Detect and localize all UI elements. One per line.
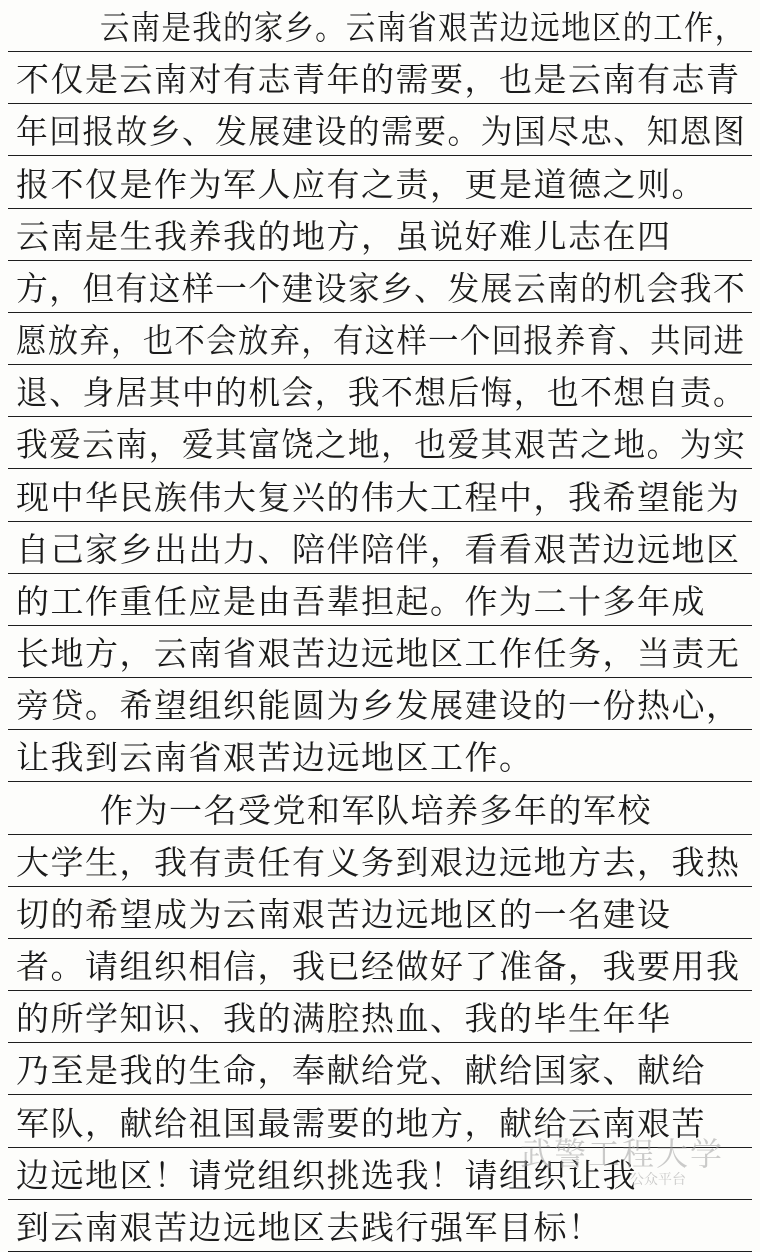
- line-text: 退、身居其中的机会，我不想后悔，也不想自责。: [16, 373, 747, 413]
- letter-line: [8, 783, 752, 835]
- line-text: 的所学知识、我的满腔热血、我的毕生年华: [16, 999, 672, 1039]
- line-text: 旁贷。希望组织能圆为乡发展建设的一份热心，: [16, 686, 741, 726]
- line-text: 者。请组织相信，我已经做好了准备，我要用我: [16, 947, 741, 987]
- line-text: 云南是生我养我的地方，虽说好难儿志在四: [16, 216, 672, 256]
- letter-line: [8, 1200, 752, 1252]
- line-text: 切的希望成为云南艰苦边远地区的一名建设: [16, 894, 672, 934]
- line-text: 愿放弃，也不会放弃，有这样一个回报养育、共同进: [16, 321, 746, 361]
- letter-line: [8, 313, 752, 365]
- line-text: 现中华民族伟大复兴的伟大工程中，我希望能为: [16, 477, 741, 517]
- letter-line: [8, 939, 752, 991]
- letter-line: [8, 0, 752, 52]
- letter-line: [8, 261, 752, 313]
- letter-line: [8, 52, 752, 104]
- letter-line: [8, 678, 752, 730]
- letter-line: [8, 209, 752, 261]
- letter-line: [8, 365, 752, 417]
- line-text: 长地方，云南省艰苦边远地区工作任务，当责无: [16, 634, 741, 674]
- letter-line: [8, 1096, 752, 1148]
- watermark-subtitle: 公众平台: [630, 1171, 686, 1188]
- line-text: 大学生，我有责任有义务到艰边远地方去，我热: [16, 842, 741, 882]
- letter-line: [8, 1043, 752, 1095]
- line-text: 方，但有这样一个建设家乡、发展云南的机会我不: [16, 268, 747, 308]
- letter-line: [8, 574, 752, 626]
- letter-line: [8, 470, 752, 522]
- letter-line: [8, 417, 752, 469]
- line-text: 到云南艰苦边远地区去践行强军目标！: [16, 1207, 603, 1247]
- letter-line: [8, 991, 752, 1043]
- line-text: 作为一名受党和军队培养多年的军校: [100, 790, 652, 830]
- letter-line: [8, 887, 752, 939]
- line-text: 云南是我的家乡。云南省艰苦边远地区的工作，: [100, 8, 746, 48]
- letter-line: [8, 522, 752, 574]
- letter-line: [8, 1148, 752, 1200]
- letter-line: [8, 835, 752, 887]
- letter-line: [8, 104, 752, 156]
- line-text: 年回报故乡、发展建设的需要。为国尽忠、知恩图: [16, 112, 747, 152]
- line-text: 报不仅是作为军人应有之责，更是道德之则。: [16, 164, 706, 204]
- line-text: 边远地区！请党组织挑选我！请组织让我: [16, 1155, 637, 1195]
- letter-line: [8, 157, 752, 209]
- line-text: 我爱云南，爱其富饶之地，也爱其艰苦之地。为实: [16, 425, 747, 465]
- line-text: 自己家乡出出力、陪伴陪伴，看看艰苦边远地区: [16, 529, 741, 569]
- letter-line: [8, 626, 752, 678]
- line-text: 不仅是云南对有志青年的需要，也是云南有志青: [16, 60, 741, 100]
- watermark-title: 武警工程大学: [520, 1134, 725, 1173]
- letter-line: [8, 730, 752, 782]
- line-text: 乃至是我的生命，奉献给党、献给国家、献给: [16, 1051, 706, 1091]
- line-text: 军队，献给祖国最需要的地方，献给云南艰苦: [16, 1103, 706, 1143]
- line-text: 的工作重任应是由吾辈担起。作为二十多年成: [16, 581, 706, 621]
- line-text: 让我到云南省艰苦边远地区工作。: [16, 738, 534, 778]
